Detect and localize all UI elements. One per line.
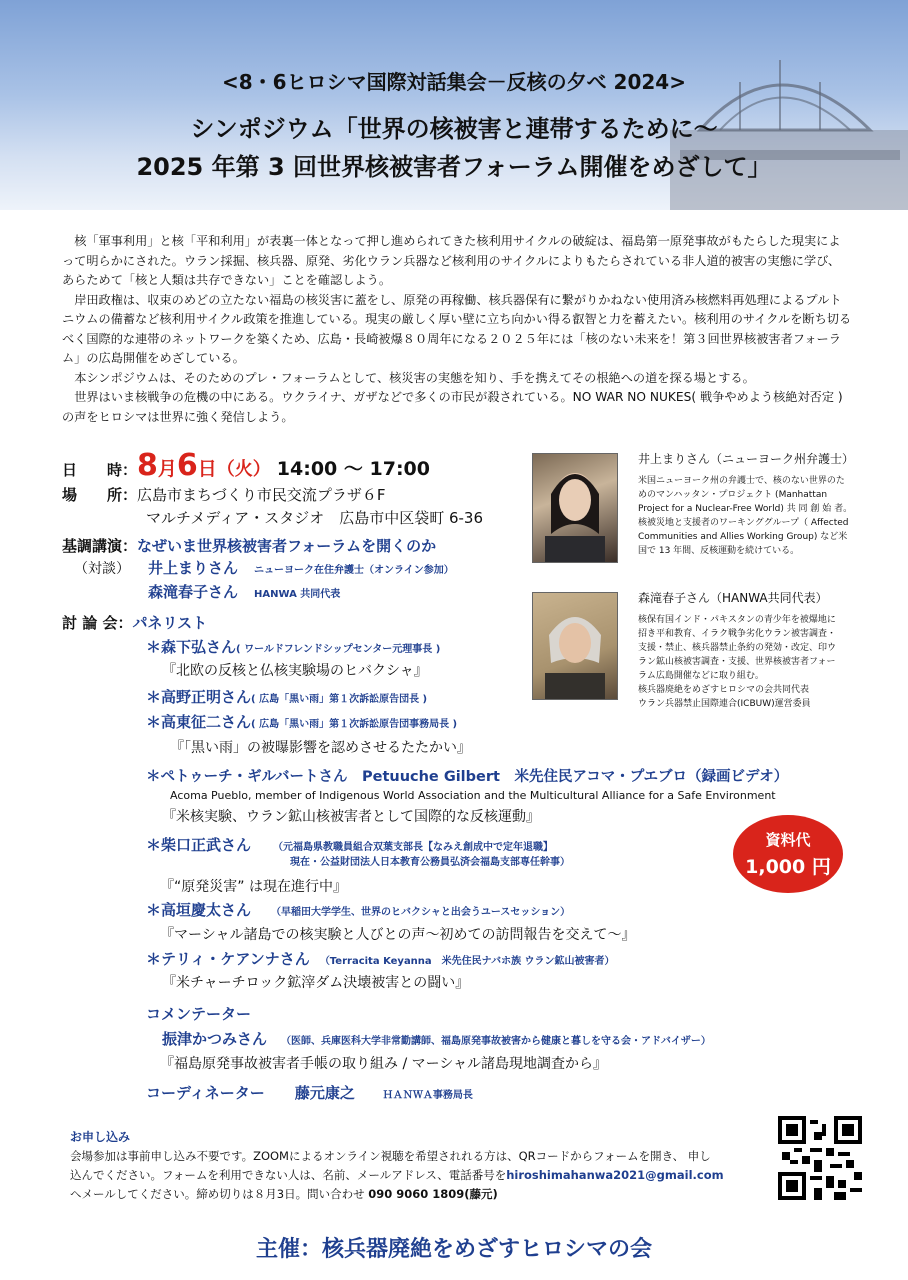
talk-title: 『北欧の反核と仏核実験場のヒバクシャ』 [162,663,428,679]
talk-title: 『福島原発事故被害者手帳の取り組み / マーシャル諸島現地調査から』 [160,1056,608,1072]
speaker-moritaki: 森滝春子さん HANWA 共同代表 [148,583,341,601]
intro-paragraph: 本シンポジウムは、そのためのプレ・フォーラムとして、核災害の実態を知り、手を携えてその根絶への道を探る場とする。 [74,370,755,385]
talk-title: 『米核実験、ウラン鉱山核被害者として国際的な反核運動』 [162,809,540,825]
talk-title: 『マーシャル諸島での核実験と人びとの声～初めての訪問報告を交えて～』 [160,927,636,943]
panelist-morishita: ＊森下弘さん( ワールドフレンドシップセンター元理事長 ) [146,638,441,656]
moritaki-bio: 森滝春子さん（HANWA共同代表） 核保有国インド・パキスタンの青少年を被爆地に 招き平和教育、イラク戦争劣化ウラン被害調査・ 支援・禁止、核兵器禁止条約の発効・改定、印ウ ラン鉱山核被害調査・支援、世界核被害者フォー ラム広島開催などに取り組む。 核兵器廃絶をめざすヒロシマの会共同代表 ウラン兵器禁止国際連合(ICBUW)運営委員 [638,591,837,709]
intro-paragraph: 世界はいま核戦争の危機の中にある。ウクライナ、ガザなどで多くの市民が殺されている。NO WAR NO NUKES( 戦争やめよう核絶対否定 ) の声をヒロシマは世界に強く発信しよう。 [62,390,843,424]
date-row: 日 時：8月6日（火） 14:00 ～ 17:00 [62,448,430,483]
fee-badge: 資料代 1,000 円 [733,815,843,893]
inoue-photo [532,453,618,563]
keynote-row: 基調講演：なぜいま世界核被害者フォーラムを開くのか [62,537,437,555]
panelist-takato: ＊高東征二さん( 広島「黒い雨」第１次訴訟原告団事務局長 ) [146,713,458,731]
contact-phone: 090 9060 1809(藤元) [368,1187,498,1201]
panelist-takano: ＊高野正明さん( 広島「黒い雨」第１次訴訟原告団長 ) [146,688,428,706]
moritaki-photo [532,592,618,700]
coordinator-row: コーディネーター 藤元康之 ＨＡＮＷＡ事務局長 [146,1084,473,1102]
application-info: お申し込み 会場参加は事前申し込み不要です。ZOOMによるオンライン視聴を希望されれる方は、QRコードからフォームを開き、 申し 込んでください。フォームを利用できない人は、名前、メールアドレス、電話番号をhiroshimahanwa2021@gmail.com へメールしてください。締め切りは８月3日。問い合わせ 090 9060 1809(藤元) [70,1128,760,1204]
intro-paragraph: 岸田政権は、収束のめどの立たない福島の核災害に蓋をし、原発の再稼働、核兵器保有に繋がりかねない使用済み核燃料再処理によるプルトニウムの備蓄など核利用サイクル政策を推進している。現実の厳しく厚い壁に立ち向かい得る叡智と力を蓄えたい。核利用のサイクルを断ち切るべく国際的な連帯のネットワークを築くため、広島・長崎被爆８０周年になる２０２５年には「核のない未来を！第３回世界核被害者フォーラム」の広島開催をめざしている。 [62,292,852,365]
keynote-sub: （対談） [74,561,130,577]
speaker-inoue: 井上まりさん ニューヨーク在住弁護士（オンライン参加） [148,559,454,577]
intro-text [62,232,852,427]
commentator-furitsu: 振津かつみさん （医師、兵庫医科大学非常勤講師、福島原発事故被害から健康と暮しを守る会・アドバイザー） [162,1030,711,1048]
place-address: マルチメディア・スタジオ 広島市中区袋町 6-36 [146,509,484,527]
talk-title: 『「黒い雨」の被曝影響を認めさせるたたかい』 [170,740,471,756]
panelist-keyanna: ＊テリィ・ケアンナさん （Terracita Keyanna 米先住民ナバホ族 ウラン鉱山被害者） [146,950,615,968]
apply-heading: お申し込み [70,1130,131,1144]
panelist-shibaguchi: ＊柴口正武さん （元福島県教職員組合双葉支部長【なみえ創成中で定年退職】 [146,836,554,854]
qr-code-icon[interactable] [778,1116,862,1200]
contact-email[interactable]: hiroshimahanwa2021@gmail.com [506,1168,724,1182]
sponsor-footer: 主催：核兵器廃絶をめざすヒロシマの会 [255,1237,652,1262]
shibaguchi-note: 現在・公益財団法人日本教育公務員弘済会福島支部専任幹事） [290,857,570,868]
header-banner [0,0,908,210]
inoue-bio: 井上まりさん（ニューヨーク州弁護士） 米国ニューヨーク州の弁護士で、核のない世界のた めのマンハッタン・プロジェクト (Manhattan Project for a Nuclear-Free World) 共 同 創 始 者。 核被災地と支援者のワーキンググループ（ Affected Communities and Allies Working Group) など米 国で 13 年間、反核運動を続けている。 [638,452,855,556]
place-row: 場 所：広島市まちづくり市民交流プラザ６F [62,486,386,504]
talk-title: 『米チャーチロック鉱滓ダム決壊被害との闘い』 [162,975,470,991]
talk-title: 『“原発災害” は現在進行中』 [160,879,347,895]
event-title: <8・6ヒロシマ国際対話集会－反核の夕べ 2024> [222,70,686,94]
intro-paragraph: 核「軍事利用」と核「平和利用」が表裏一体となって押し進められてきた核利用サイクルの破綻は、福島第一原発事故がもたらした現実によって明らかにされた。ウラン採掘、核兵器、原発、劣化ウラン兵器など核利用のサイクルによりもたらされている非人道的被害の実態に学び、あらためて「核と人類は共存できない」ことを確認しよう。 [62,234,841,287]
panel-row: 討 論 会：パネリスト [62,614,208,632]
commentator-heading: コメンテーター [146,1005,252,1023]
panelist-gilbert: ＊ペトゥーチ・ギルバートさん Petuuche Gilbert 米先住民アコマ・プエブロ（録画ビデオ） [146,769,789,785]
gilbert-affiliation: Acoma Pueblo, member of Indigenous World Association and the Multicultural Alliance for a Safe Environment [170,789,776,802]
symposium-title: シンポジウム「世界の核被害と連帯するために～ 2025 年第 3 回世界核被害者フォーラム開催をめざして」 [136,115,772,181]
panelist-takagaki: ＊高垣慶太さん （早稲田大学学生、世界のヒバクシャと出会うユースセッション） [146,901,571,919]
